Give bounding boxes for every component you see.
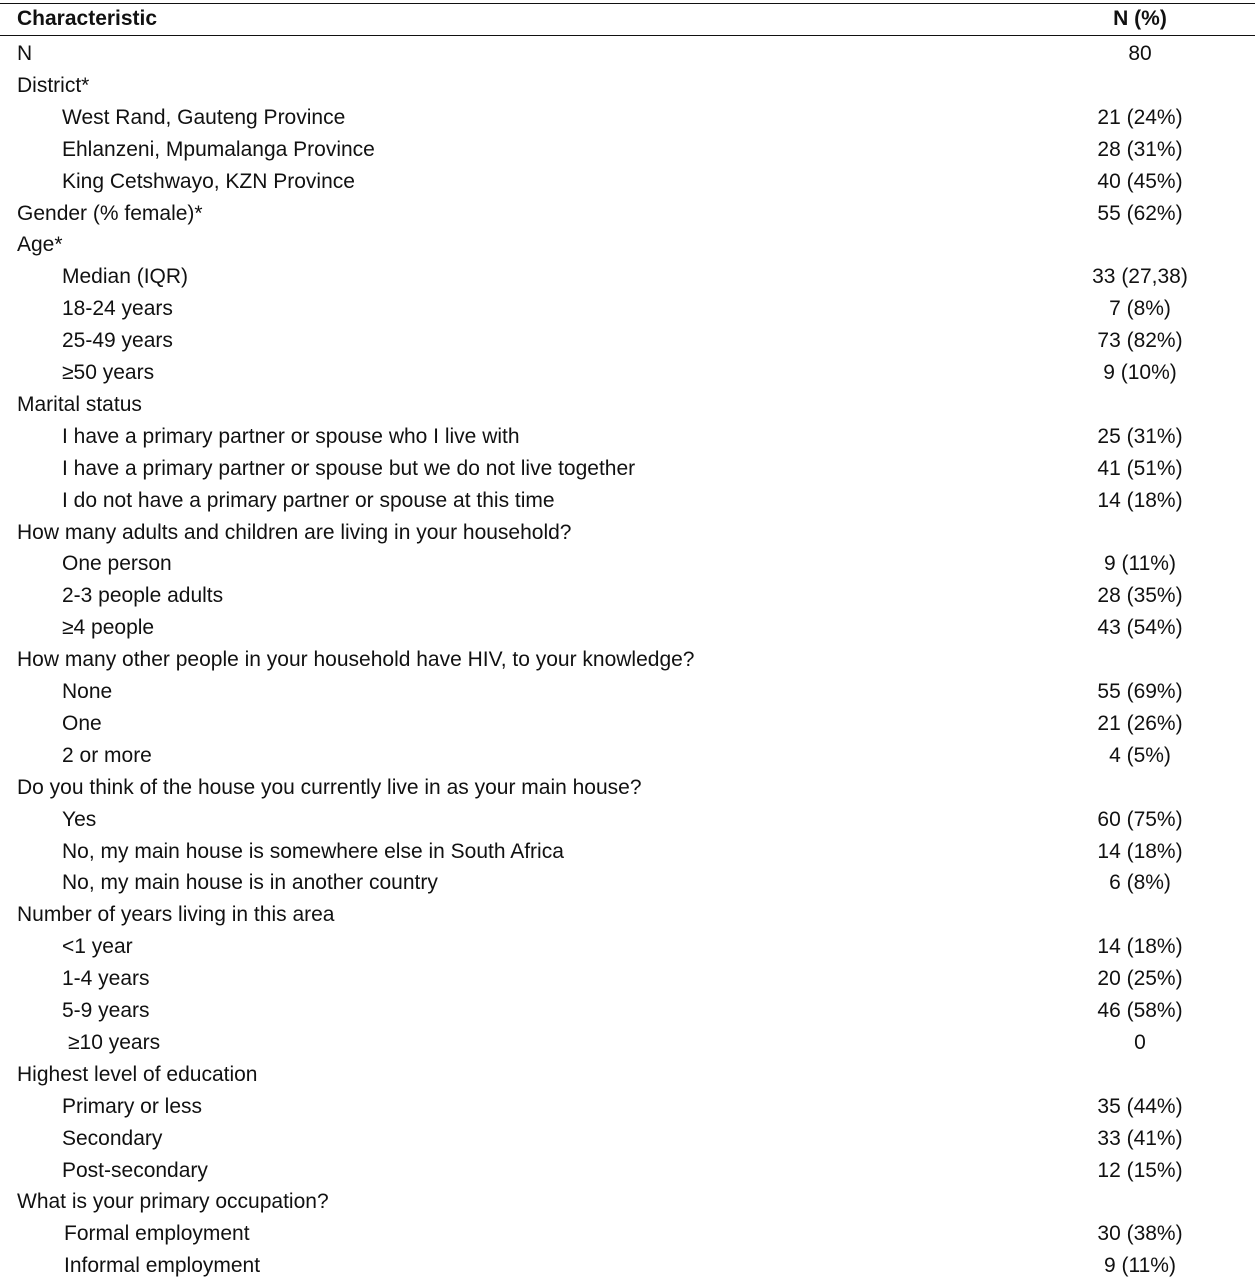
row-value: 55 (69%) — [1097, 680, 1183, 703]
row-item-label: Post-secondary — [62, 1158, 208, 1182]
row-value: 12 (15%) — [1097, 1158, 1183, 1182]
row-category-label: Highest level of education — [17, 1062, 258, 1086]
table-header-row — [0, 3, 1255, 34]
row-item-label: Ehlanzeni, Mpumalanga Province — [62, 137, 375, 161]
row-category-label: District* — [17, 73, 90, 97]
row-value: 25 (31%) — [1097, 424, 1183, 448]
row-item-label: Yes — [62, 807, 97, 831]
row-value: 9 (11%) — [1104, 552, 1176, 576]
row-category-label: Do you think of the house you currently live in as your main house? — [17, 775, 642, 799]
table-row — [0, 804, 1255, 835]
row-category-label: Gender (% female)* — [17, 201, 203, 225]
table-row — [0, 453, 1255, 484]
row-value: 21 (26%) — [1097, 711, 1183, 735]
row-item-label: 2 or more — [62, 743, 152, 767]
row-category-label: Age* — [17, 233, 63, 257]
row-value: 6 (8%) — [1109, 871, 1171, 895]
table-header-rule — [0, 35, 1255, 36]
row-value: 40 (45%) — [1097, 169, 1183, 193]
row-item-label: Secondary — [62, 1126, 163, 1150]
row-item-label: West Rand, Gauteng Province — [62, 105, 346, 129]
table-row — [0, 293, 1255, 324]
table-row — [0, 772, 1255, 803]
row-item-label: ≥10 years — [68, 1030, 161, 1054]
table-row — [0, 38, 1255, 69]
row-item-label: Primary or less — [62, 1094, 203, 1118]
table-row — [0, 644, 1255, 675]
row-item-label: I do not have a primary partner or spouse at this time — [62, 488, 555, 512]
row-value: 35 (44%) — [1097, 1094, 1183, 1118]
table-row — [0, 166, 1255, 197]
table-row — [0, 134, 1255, 165]
row-item-label: One person — [62, 552, 172, 576]
row-value: 4 (5%) — [1109, 743, 1171, 767]
table-row — [0, 931, 1255, 962]
table-row — [0, 229, 1255, 260]
row-category-label: N — [17, 42, 33, 65]
table-row — [0, 198, 1255, 229]
row-value: 21 (24%) — [1097, 105, 1183, 129]
row-value: 33 (27,38) — [1092, 265, 1188, 289]
table-row — [0, 485, 1255, 516]
table-row — [0, 517, 1255, 548]
table-row — [0, 1186, 1255, 1217]
table-row — [0, 389, 1255, 420]
row-item-label: I have a primary partner or spouse who I live with — [62, 424, 520, 448]
table-row — [0, 1155, 1255, 1186]
row-item-label: Formal employment — [64, 1222, 250, 1246]
row-value: 14 (18%) — [1097, 935, 1183, 959]
row-value: 0 — [1134, 1030, 1146, 1054]
table-row — [0, 836, 1255, 867]
table-row — [0, 1059, 1255, 1090]
row-category-label: How many other people in your household have HIV, to your knowledge? — [17, 648, 695, 672]
row-item-label: None — [62, 680, 113, 703]
table-row — [0, 421, 1255, 452]
table-row — [0, 1250, 1255, 1281]
row-value: 14 (18%) — [1097, 488, 1183, 512]
row-item-label: One — [62, 711, 102, 735]
table-row — [0, 676, 1255, 707]
row-item-label: Median (IQR) — [62, 265, 189, 289]
row-item-label: I have a primary partner or spouse but we do not live together — [62, 456, 636, 480]
table-row — [0, 325, 1255, 356]
table-row — [0, 867, 1255, 898]
row-value: 80 — [1128, 42, 1152, 65]
header-characteristic: Characteristic — [17, 7, 158, 30]
row-item-label: 25-49 years — [62, 329, 173, 353]
row-value: 20 (25%) — [1097, 967, 1183, 991]
row-value: 7 (8%) — [1109, 297, 1171, 321]
table-row — [0, 1218, 1255, 1249]
row-category-label: Marital status — [17, 392, 142, 416]
row-value: 33 (41%) — [1097, 1126, 1183, 1150]
row-value: 30 (38%) — [1097, 1222, 1183, 1246]
table-row — [0, 548, 1255, 579]
table-row — [0, 357, 1255, 388]
table-row — [0, 1027, 1255, 1058]
row-item-label: 18-24 years — [62, 297, 173, 321]
table-row — [0, 1091, 1255, 1122]
row-value: 9 (10%) — [1103, 361, 1177, 384]
table-row — [0, 70, 1255, 101]
table-row — [0, 1123, 1255, 1154]
table-row — [0, 580, 1255, 611]
row-category-label: Number of years living in this area — [17, 903, 335, 927]
row-category-label: What is your primary occupation? — [17, 1190, 329, 1214]
row-value: 46 (58%) — [1097, 999, 1183, 1022]
row-value: 14 (18%) — [1097, 839, 1183, 863]
row-item-label: <1 year — [62, 935, 133, 959]
row-item-label: Informal employment — [64, 1254, 261, 1278]
row-item-label: 1-4 years — [62, 967, 150, 991]
table-row — [0, 102, 1255, 133]
row-item-label: 5-9 years — [62, 999, 150, 1022]
row-item-label: No, my main house is somewhere else in South Africa — [62, 839, 564, 863]
row-value: 60 (75%) — [1097, 807, 1183, 831]
row-value: 28 (35%) — [1097, 584, 1183, 608]
row-item-label: 2-3 people adults — [62, 584, 224, 608]
row-value: 55 (62%) — [1097, 201, 1183, 225]
table-row — [0, 708, 1255, 739]
row-item-label: No, my main house is in another country — [62, 871, 438, 895]
row-category-label: How many adults and children are living in your household? — [17, 520, 572, 544]
row-item-label: King Cetshwayo, KZN Province — [62, 169, 355, 193]
table-row — [0, 612, 1255, 643]
row-value: 9 (11%) — [1104, 1254, 1176, 1278]
table-row — [0, 899, 1255, 930]
row-value: 28 (31%) — [1097, 137, 1183, 161]
header-n-percent: N (%) — [1113, 7, 1167, 30]
row-item-label: ≥50 years — [62, 361, 155, 384]
table-row — [0, 963, 1255, 994]
row-value: 43 (54%) — [1097, 616, 1183, 640]
row-value: 73 (82%) — [1097, 329, 1183, 353]
row-value: 41 (51%) — [1097, 456, 1183, 480]
table-row — [0, 740, 1255, 771]
row-item-label: ≥4 people — [62, 616, 155, 640]
table-row — [0, 261, 1255, 292]
table-row — [0, 995, 1255, 1026]
